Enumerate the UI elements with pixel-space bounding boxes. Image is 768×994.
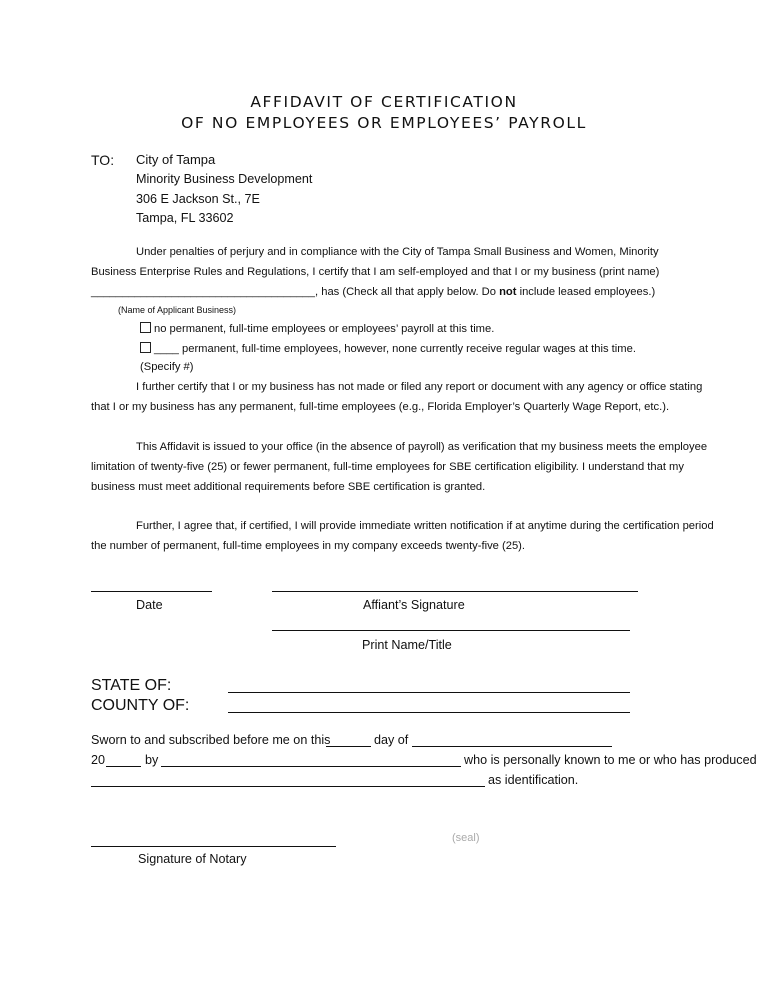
further-certify-line-1: I further certify that I or my business has not made or filed any report or document with any agency or office stating xyxy=(136,381,703,393)
title-line-2: OF NO EMPLOYEES OR EMPLOYEES’ PAYROLL xyxy=(181,114,587,132)
affidavit-line-1: This Affidavit is issued to your office (in the absence of payroll) as verification that my business meets the employee xyxy=(136,441,708,453)
address-line-4: Tampa, FL 33602 xyxy=(136,211,234,225)
agree-line-1: Further, I agree that, if certified, I will provide immediate written notification if at anytime during the certification period xyxy=(136,520,714,532)
checkbox-no-employees[interactable] xyxy=(140,322,151,333)
affiant-signature-line[interactable] xyxy=(272,591,638,592)
affidavit-line-2: limitation of twenty-five (25) or fewer permanent, full-time employees for SBE certification eligibility. I understand that my xyxy=(91,461,684,473)
sworn-year-line[interactable] xyxy=(106,766,141,767)
title-line-1: AFFIDAVIT OF CERTIFICATION xyxy=(250,93,518,111)
intro-line-2: Business Enterprise Rules and Regulations, I certify that I am self-employed and that I or my business (print name) xyxy=(91,266,660,278)
state-label: STATE OF: xyxy=(91,677,172,694)
intro-line-1: Under penalties of perjury and in compliance with the City of Tampa Small Business and Women, Minority xyxy=(136,246,659,258)
county-line[interactable] xyxy=(228,712,630,713)
not-emphasis: not xyxy=(499,286,517,298)
identification-line[interactable] xyxy=(91,786,485,787)
sworn-line-3c: as identification. xyxy=(488,773,579,787)
print-name-label: Print Name/Title xyxy=(362,638,452,652)
further-certify-line-2: that I or my business has any permanent, full-time employees (e.g., Florida Employer’s Quarterly Wage Report, etc.). xyxy=(91,401,670,413)
check-option-2: ____ permanent, full-time employees, however, none currently receive regular wages at this time. xyxy=(140,342,636,355)
agree-line-2: the number of permanent, full-time employees in my company exceeds twenty-five (25). xyxy=(91,540,526,552)
sworn-by-line[interactable] xyxy=(161,766,461,767)
address-line-3: 306 E Jackson St., 7E xyxy=(136,192,260,206)
sworn-line-2a: 20 xyxy=(91,753,106,767)
affidavit-line-3: business must meet additional requirements before SBE certification is granted. xyxy=(91,481,486,493)
sworn-line-1a: Sworn to and subscribed before me on this xyxy=(91,733,331,747)
sworn-line-1b: day of xyxy=(374,733,409,747)
affiant-signature-label: Affiant’s Signature xyxy=(363,598,465,612)
county-label: COUNTY OF: xyxy=(91,697,190,714)
checkbox-employees-count[interactable] xyxy=(140,342,151,353)
date-label: Date xyxy=(136,598,163,612)
address-line-2: Minority Business Development xyxy=(136,172,313,186)
check-option-1: no permanent, full-time employees or employees’ payroll at this time. xyxy=(140,322,494,335)
business-name-blank[interactable]: ____________________________________, xyxy=(91,286,319,298)
address-line-1: City of Tampa xyxy=(136,152,216,167)
notary-signature-line[interactable] xyxy=(91,846,336,847)
business-name-caption: (Name of Applicant Business) xyxy=(118,305,237,315)
intro-line-3: ____________________________________, has (Check all that apply below. Do not include leased employees.) xyxy=(91,286,656,298)
state-line[interactable] xyxy=(228,692,630,693)
sworn-day-line[interactable] xyxy=(326,746,371,747)
date-line[interactable] xyxy=(91,591,212,592)
seal-placeholder: (seal) xyxy=(452,832,480,844)
notary-signature-label: Signature of Notary xyxy=(138,852,247,866)
sworn-line-2b: by xyxy=(145,753,159,767)
print-name-line[interactable] xyxy=(272,630,630,631)
sworn-month-line[interactable] xyxy=(412,746,612,747)
specify-caption: (Specify #) xyxy=(140,361,194,373)
sworn-line-2c: who is personally known to me or who has produced xyxy=(464,753,757,767)
to-label: TO: xyxy=(91,152,115,168)
